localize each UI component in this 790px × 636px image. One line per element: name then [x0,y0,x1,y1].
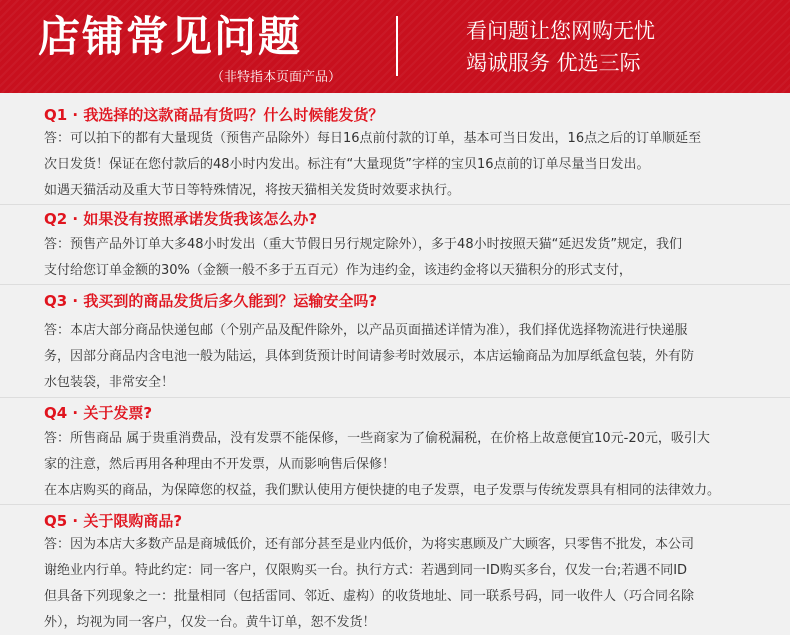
page-subtitle: （非特指本页面产品） [211,70,342,85]
answer-line: 支付给您订单金额的30%（金额一般不多于五百元）作为违约金，该违约金将以天猫积分的形式支付， [44,263,632,278]
answer-line: 但具备下列现象之一：批量相同（包括雷同、邻近、虚构）的收货地址、同一联系号码，同一收件人（巧合同名除 [44,589,695,604]
faq-question-4: Q4 · 关于发票? [44,404,153,422]
answer-line: 如遇天猫活动及重大节日等特殊情况，将按天猫相关发货时效要求执行。 [44,183,461,198]
faq-answer-4 [44,426,774,504]
faq-divider [0,284,790,285]
answer-line: 答：因为本店大多数产品是商城低价，还有部分甚至是业内低价，为将实惠顾及广大顾客，只零售不批发，本公司 [44,537,695,552]
header-divider [396,16,398,76]
answer-line: 务，因部分商品内含电池一般为陆运，具体到货预计时间请参考时效展示，本店运输商品为加厚纸盒包装，外有防 [44,349,695,364]
answer-line: 外），均视为同一客户，仅发一台。黄牛订单，恕不发货！ [44,615,376,630]
faq-question-1: Q1 · 我选择的这款商品有货吗？什么时候能发货？ [44,106,384,124]
answer-line: 次日发货！保证在您付款后的48小时内发出。标注有“大量现货”字样的宝贝16点前的订单尽量当日发出。 [44,157,650,172]
slogan-line-2: 竭诚服务 优选三际 [466,51,641,75]
page-title: 店铺常见问题 [38,12,303,61]
answer-line: 答：所售商品 属于贵重消费品，没有发票不能保修，一些商家为了偷税漏税，在价格上故意便宜10元-20元，吸引大 [44,431,710,446]
faq-divider [0,504,790,505]
faq-answer-1 [44,126,774,204]
faq-answer-3 [44,318,774,396]
faq-answer-5 [44,532,774,636]
faq-question-5: Q5 · 关于限购商品? [44,512,183,530]
answer-line: 家的注意，然后再用各种理由不开发票，从而影响售后保修！ [44,457,396,472]
faq-divider [0,397,790,398]
header-banner [0,0,790,93]
answer-line: 答：可以拍下的都有大量现货（预售产品除外）每日16点前付款的订单，基本可当日发出，16点之后的订单顺延至 [44,131,702,146]
faq-divider [0,204,790,205]
faq-question-2: Q2 · 如果没有按照承诺发货我该怎么办? [44,210,318,228]
answer-line: 水包装袋，非常安全！ [44,375,175,390]
slogan-line-1: 看问题让您网购无忧 [466,19,655,43]
answer-line: 在本店购买的商品，为保障您的权益，我们默认使用方便快捷的电子发票，电子发票与传统发票具有相同的法律效力。 [44,483,721,498]
faq-question-3: Q3 · 我买到的商品发货后多久能到？运输安全吗? [44,292,378,310]
faq-section [0,93,790,635]
answer-line: 答：本店大部分商品快递包邮（个别产品及配件除外，以产品页面描述详情为准），我们择优选择物流进行快递服 [44,323,688,338]
answer-line: 答：预售产品外订单大多48小时发出（重大节假日另行规定除外），多于48小时按照天猫“延迟发货”规定，我们 [44,237,683,252]
faq-answer-2 [44,232,774,284]
answer-line: 谢绝业内行单。特此约定：同一客户，仅限购买一台。执行方式：若遇到同一ID购买多台，仅发一台;若遇不同ID [44,563,688,578]
